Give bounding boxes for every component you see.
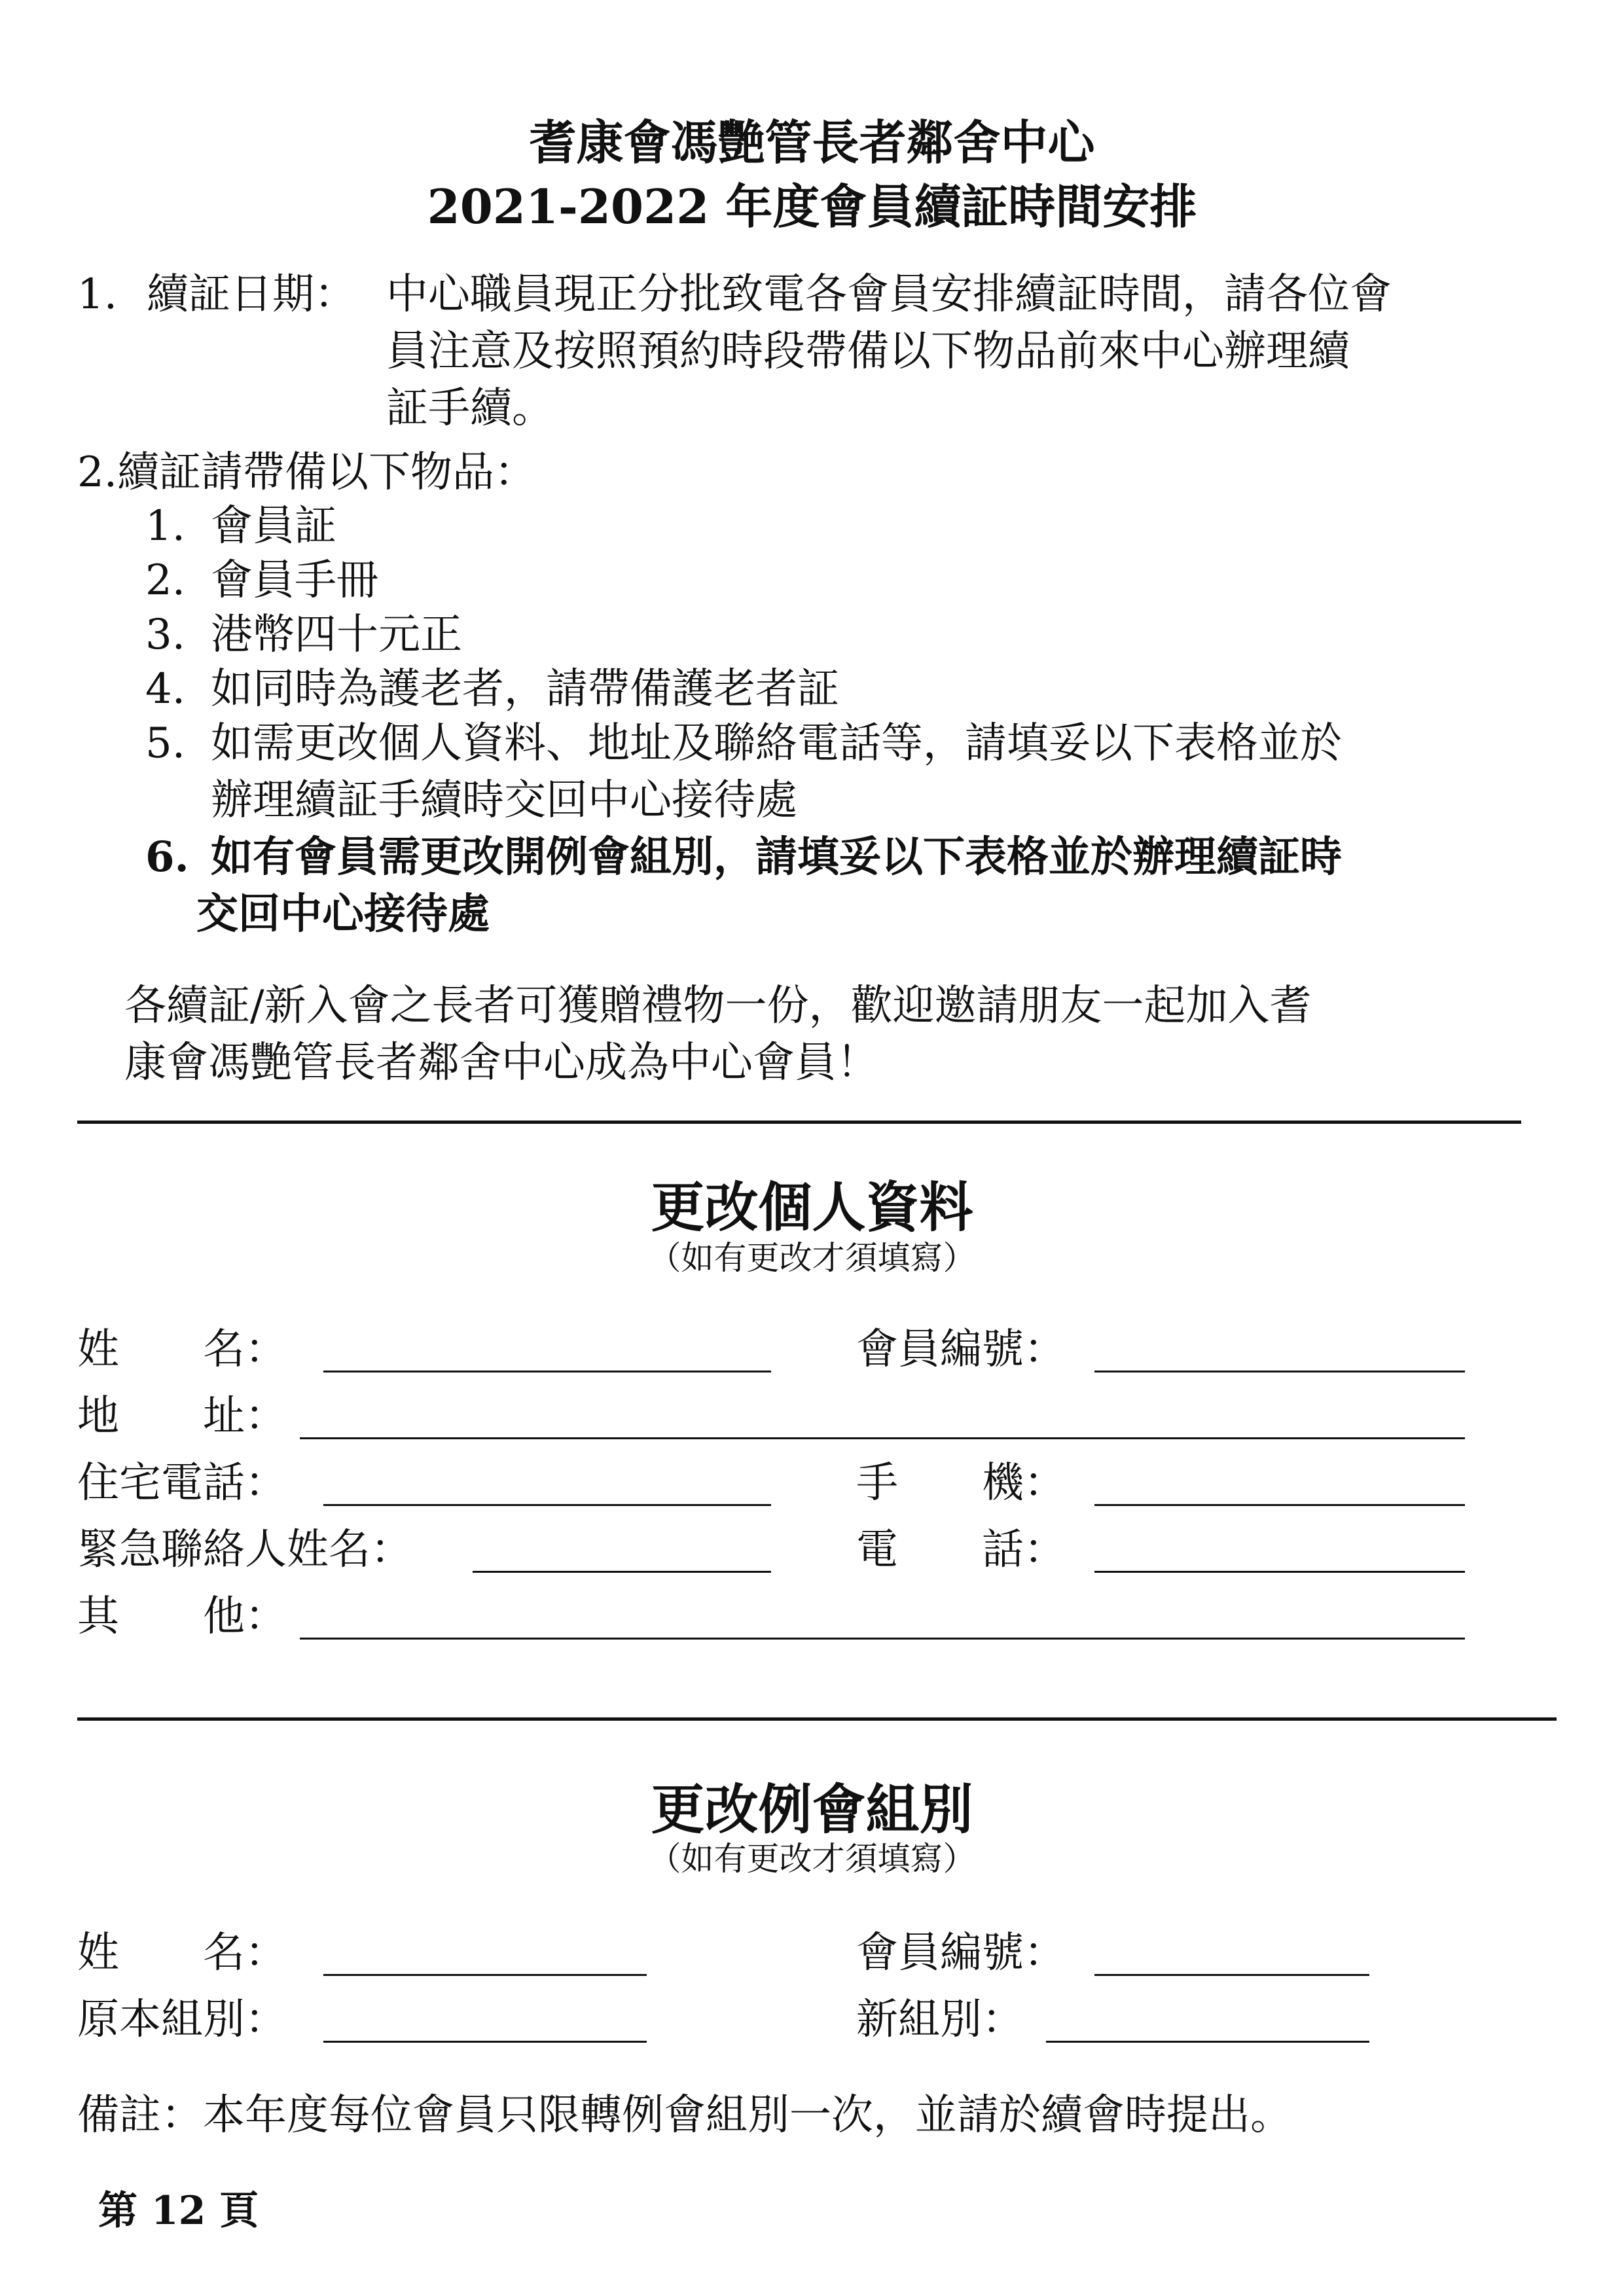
member-no-label: 會員編號： (856, 1325, 1066, 1374)
other-label: 其 他： (77, 1592, 287, 1641)
center-name-title: 耆康會馮艷管長者鄰舍中心 (529, 115, 1095, 170)
list-item-number: 2. (145, 556, 186, 605)
list-item-text-continued: 辦理續証手續時交回中心接待處 (211, 776, 797, 825)
group-form-subtitle: （如有更改才須填寫） (648, 1840, 976, 1878)
member-no-field[interactable] (1094, 1371, 1465, 1372)
phone-label: 電 話： (856, 1526, 1066, 1574)
new-group-field[interactable] (1046, 2041, 1369, 2043)
item1-line: 証手續。 (386, 384, 554, 433)
list-item-text-continued: 交回中心接待處 (196, 889, 490, 939)
notice-text: 康會馮艷管長者鄰舍中心成為中心會員！ (124, 1039, 878, 1087)
name-label: 姓 名： (77, 1929, 287, 1977)
address-label: 地 址： (77, 1392, 287, 1441)
mobile-field[interactable] (1094, 1504, 1465, 1506)
list-item-number: 6. (145, 833, 189, 882)
member-no-label: 會員編號： (856, 1929, 1066, 1977)
address-field[interactable] (300, 1437, 1465, 1439)
item1-line: 中心職員現正分批致電各會員安排續証時間，請各位會 (386, 270, 1392, 319)
list-item-number: 3. (145, 611, 186, 659)
list-item-text: 如同時為護老者，請帶備護老者証 (211, 665, 839, 713)
list-item-number: 4. (145, 665, 186, 713)
original-group-field[interactable] (323, 2041, 647, 2043)
personal-form-title: 更改個人資料 (651, 1176, 973, 1239)
remark-text: 備註：本年度每位會員只限轉例會組別一次，並請於續會時提出。 (77, 2091, 1292, 2140)
list-item-text: 如需更改個人資料、地址及聯絡電話等，請填妥以下表格並於 (211, 719, 1342, 768)
emergency-contact-label: 緊急聯絡人姓名： (77, 1526, 412, 1574)
section-divider (77, 1121, 1521, 1124)
notice-text: 各續証/新入會之長者可獲贈禮物一份，歡迎邀請朋友一起加入耆 (124, 982, 1312, 1030)
list-item-number: 5. (145, 719, 186, 768)
item1-line: 員注意及按照預約時段帶備以下物品前來中心辦理續 (386, 327, 1350, 376)
home-phone-field[interactable] (323, 1504, 771, 1506)
list-item-number: 1. (145, 502, 186, 550)
item1-label: 續証日期： (147, 270, 356, 319)
name-field[interactable] (323, 1371, 771, 1372)
list-item-text: 會員手冊 (211, 556, 378, 605)
emergency-contact-field[interactable] (473, 1571, 771, 1573)
name-label: 姓 名： (77, 1325, 287, 1374)
list-item-text: 會員証 (211, 502, 336, 550)
new-group-label: 新組別： (856, 1996, 1024, 2044)
schedule-title: 2021-2022 年度會員續証時間安排 (427, 179, 1197, 234)
section-divider (77, 1717, 1557, 1721)
home-phone-label: 住宅電話： (77, 1459, 287, 1507)
group-form-title: 更改例會組別 (651, 1778, 973, 1841)
member-no-field[interactable] (1094, 1974, 1369, 1976)
item1-number: 1. (77, 270, 118, 319)
mobile-label: 手 機： (856, 1459, 1066, 1507)
phone-field[interactable] (1094, 1571, 1465, 1573)
page-number: 第 12 頁 (98, 2188, 259, 2234)
original-group-label: 原本組別： (77, 1996, 287, 2044)
personal-form-subtitle: （如有更改才須填寫） (648, 1239, 976, 1277)
other-field[interactable] (300, 1638, 1465, 1640)
list-item-text: 如有會員需更改開例會組別，請填妥以下表格並於辦理續証時 (211, 833, 1342, 882)
list-item-text: 港幣四十元正 (211, 611, 462, 659)
name-field[interactable] (323, 1974, 647, 1976)
item2-heading: 2.續証請帶備以下物品： (77, 448, 537, 497)
